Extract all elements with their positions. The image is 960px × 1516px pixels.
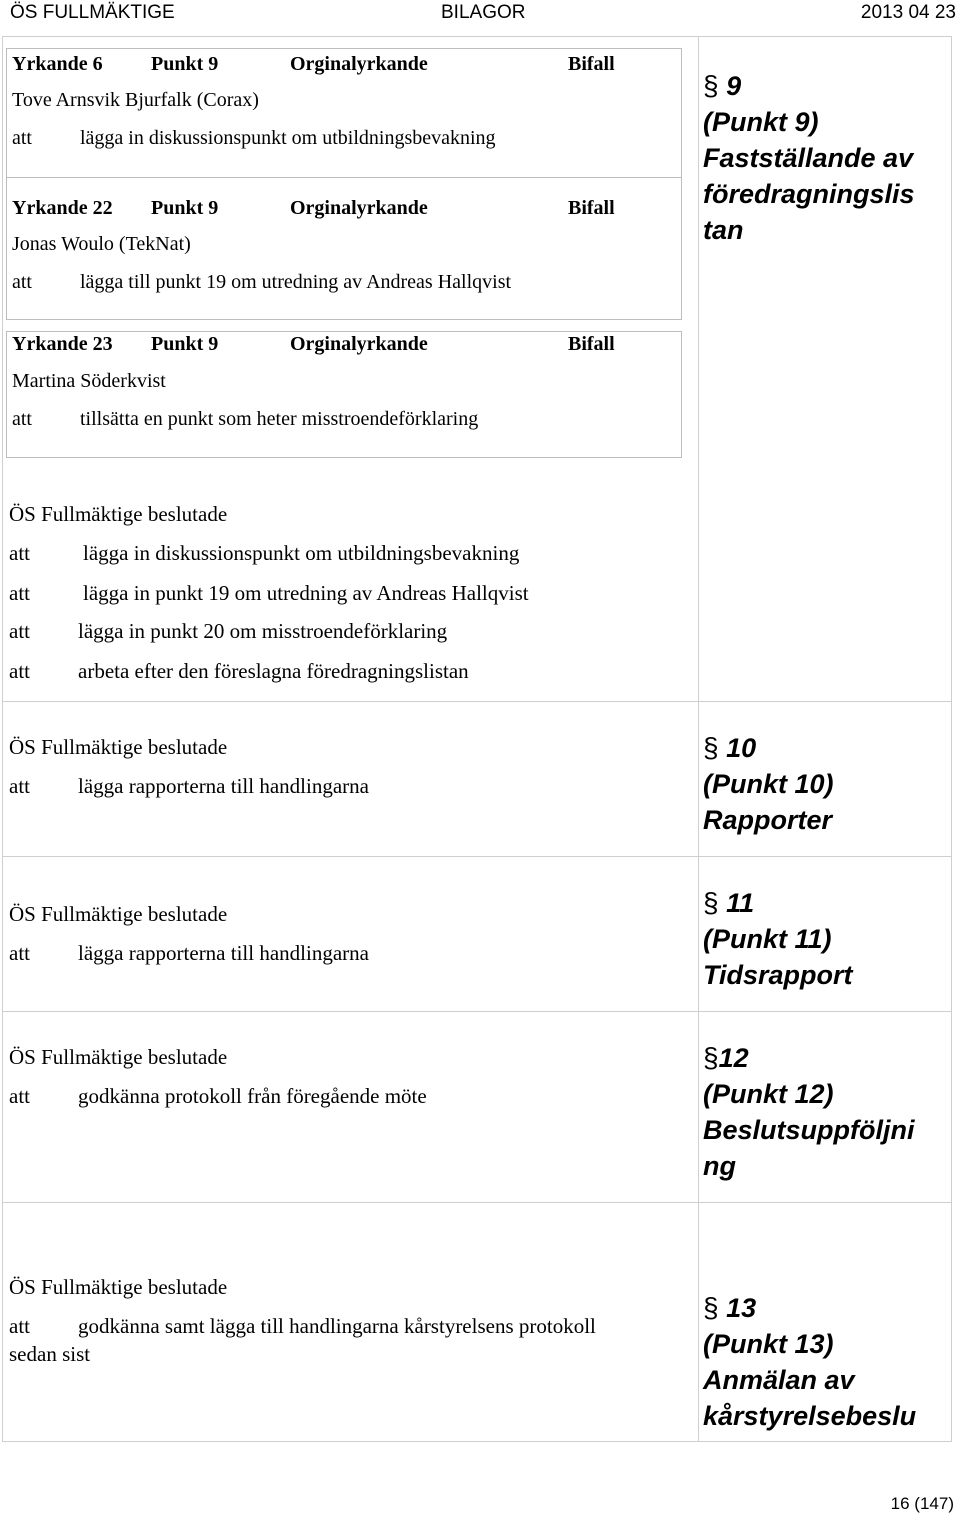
header-right: 2013 04 23: [860, 2, 956, 23]
decision-text: godkänna protokoll från föregående möte: [78, 1084, 427, 1108]
section-line: (Punkt 10): [703, 769, 834, 799]
motion-box-divider: [6, 177, 682, 178]
motion-number: Yrkande 23: [12, 333, 113, 355]
section-line: (Punkt 9): [703, 107, 819, 137]
decision-label: ÖS Fullmäktige beslutade: [9, 502, 228, 526]
decision-text: godkänna samt lägga till handlingarna kårstyrelsens protokoll: [78, 1314, 596, 1338]
decision-label: ÖS Fullmäktige beslutade: [9, 902, 228, 926]
motion-author: Martina Söderkvist: [12, 370, 166, 392]
decision-att: att: [9, 581, 30, 605]
decision-text: lägga rapporterna till handlingarna: [78, 941, 369, 965]
row-divider: [2, 856, 952, 857]
decision-label: ÖS Fullmäktige beslutade: [9, 735, 228, 759]
motion-result: Bifall: [568, 197, 615, 219]
motion-result: Bifall: [568, 333, 615, 355]
decision-att: att: [9, 1084, 30, 1108]
section-sign: §: [703, 887, 719, 918]
decision-att: att: [9, 774, 30, 798]
motion-point: Punkt 9: [151, 197, 219, 219]
section-heading: [703, 1040, 915, 1184]
motion-number: Yrkande 22: [12, 197, 113, 219]
section-line: (Punkt 11): [703, 924, 832, 954]
section-line: Beslutsuppföljni: [703, 1115, 915, 1145]
decision-text: lägga in diskussionspunkt om utbildningsbevakning: [83, 541, 520, 565]
motion-text: lägga in diskussionspunkt om utbildningsbevakning: [80, 127, 496, 149]
col-divider: [698, 701, 699, 1442]
decision-att: att: [9, 941, 30, 965]
section-sign: §: [703, 1042, 719, 1073]
section-line: (Punkt 13): [703, 1329, 834, 1359]
motion-type: Orginalyrkande: [290, 197, 428, 219]
motion-type: Orginalyrkande: [290, 333, 428, 355]
decision-text: lägga in punkt 20 om misstroendeförklaring: [78, 619, 448, 643]
motion-point: Punkt 9: [151, 333, 219, 355]
decision-att: att: [9, 659, 30, 683]
decision-text: lägga rapporterna till handlingarna: [78, 774, 369, 798]
section-line: kårstyrelsebeslu: [703, 1401, 917, 1431]
motion-type: Orginalyrkande: [290, 53, 428, 75]
section-line: föredragningslis: [703, 179, 915, 209]
section-number: 11: [726, 888, 755, 918]
section-sign: §: [703, 70, 719, 101]
section-number: 9: [726, 71, 742, 101]
decision-att: att: [9, 619, 30, 643]
motion-text: tillsätta en punkt som heter misstroendeförklaring: [80, 408, 479, 430]
section-number: 13: [726, 1293, 757, 1323]
motion-att: att: [12, 408, 32, 430]
section-line: Tidsrapport: [703, 960, 853, 990]
decision-att: att: [9, 541, 30, 565]
header-center: BILAGOR: [441, 2, 526, 23]
section-heading: [703, 885, 853, 993]
section-heading: [703, 68, 915, 248]
section-heading: [703, 730, 834, 838]
decision-label: ÖS Fullmäktige beslutade: [9, 1045, 228, 1069]
header-left: ÖS FULLMÄKTIGE: [10, 2, 175, 23]
section-line: ng: [703, 1151, 736, 1181]
motion-author: Jonas Woulo (TekNat): [12, 233, 191, 255]
section-line: tan: [703, 215, 744, 245]
decision-text-continued: sedan sist: [9, 1342, 91, 1366]
section-number: 10: [726, 733, 757, 763]
section-line: (Punkt 12): [703, 1079, 834, 1109]
page-number: 16 (147): [890, 1494, 954, 1513]
motion-point: Punkt 9: [151, 53, 219, 75]
row-divider: [2, 1202, 952, 1203]
motion-text: lägga till punkt 19 om utredning av Andreas Hallqvist: [80, 271, 512, 293]
section-heading: [703, 1290, 916, 1434]
decision-text: arbeta efter den föreslagna föredragningslistan: [78, 659, 469, 683]
row-divider: [2, 1011, 952, 1012]
decision-att: att: [9, 1314, 30, 1338]
decision-label: ÖS Fullmäktige beslutade: [9, 1275, 228, 1299]
motion-att: att: [12, 271, 32, 293]
motion-author: Tove Arnsvik Bjurfalk (Corax): [12, 89, 259, 111]
section-number: 12: [718, 1043, 749, 1073]
motion-att: att: [12, 127, 32, 149]
row-divider: [2, 701, 952, 702]
section-sign: §: [703, 732, 719, 763]
motion-result: Bifall: [568, 53, 615, 75]
section-sign: §: [703, 1292, 719, 1323]
decision-text: lägga in punkt 19 om utredning av Andreas Hallqvist: [83, 581, 529, 605]
section-line: Rapporter: [703, 805, 833, 835]
motion-number: Yrkande 6: [12, 53, 103, 75]
section-line: Fastställande av: [703, 143, 914, 173]
col-divider: [698, 36, 699, 702]
section-line: Anmälan av: [703, 1365, 855, 1395]
